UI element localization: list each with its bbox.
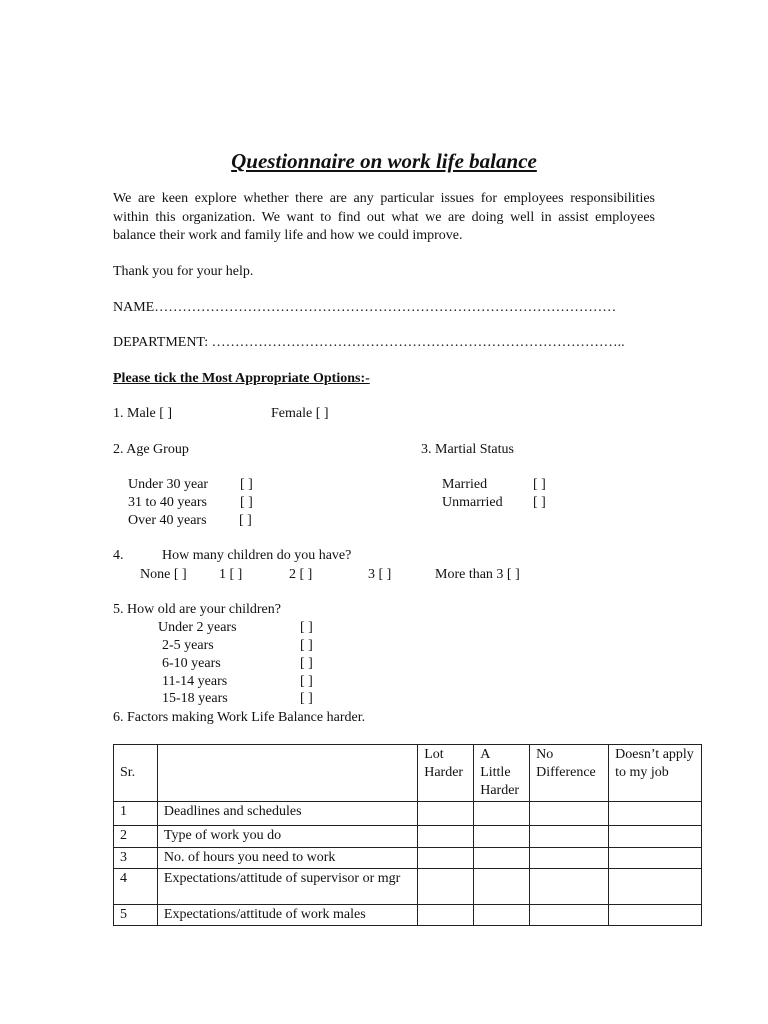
- cell-little-harder[interactable]: [474, 905, 530, 926]
- cell-lot-harder[interactable]: [418, 802, 474, 826]
- name-field[interactable]: NAME………………………………………………………………………………………: [113, 300, 617, 315]
- row-factor: Expectations/attitude of supervisor or mgr: [157, 869, 417, 905]
- cell-little-harder[interactable]: [474, 802, 530, 826]
- row-factor: Type of work you do: [157, 826, 417, 848]
- cell-lot-harder[interactable]: [418, 905, 474, 926]
- age-option-checkbox[interactable]: [ ]: [240, 495, 253, 510]
- children-age-option-checkbox[interactable]: [ ]: [300, 638, 313, 653]
- marital-status-label: 3. Martial Status: [421, 442, 514, 457]
- table-row: [114, 905, 702, 926]
- header-lot-harder: Lot Harder: [418, 745, 474, 802]
- cell-no-difference[interactable]: [530, 848, 609, 869]
- children-question: How many children do you have?: [162, 548, 352, 563]
- children-age-option-checkbox[interactable]: [ ]: [300, 674, 313, 689]
- age-option-checkbox[interactable]: [ ]: [239, 513, 252, 528]
- marital-option-checkbox[interactable]: [ ]: [533, 495, 546, 510]
- factors-question: 6. Factors making Work Life Balance harder.: [113, 710, 366, 725]
- children-age-option-label: 2-5 years: [162, 638, 214, 653]
- row-sr: 1: [114, 802, 158, 826]
- table-row: [114, 869, 702, 905]
- cell-no-difference[interactable]: [530, 869, 609, 905]
- children-option-2[interactable]: 2 [ ]: [289, 567, 313, 582]
- instruction-heading: Please tick the Most Appropriate Options:-: [113, 371, 370, 386]
- children-option-3[interactable]: 3 [ ]: [368, 567, 392, 582]
- row-sr: 3: [114, 848, 158, 869]
- intro-paragraph: We are keen explore whether there are any particular issues for employees responsibilities within this organization. We want to find out what we are doing well in assist employees balance their work and family life and how we could improve.: [113, 191, 655, 243]
- children-age-option-label: 11-14 years: [162, 674, 228, 689]
- thanks-text: Thank you for your help.: [113, 264, 254, 279]
- gender-female-option[interactable]: Female [ ]: [271, 406, 329, 421]
- cell-not-applicable[interactable]: [609, 848, 702, 869]
- cell-lot-harder[interactable]: [418, 826, 474, 848]
- age-option-checkbox[interactable]: [ ]: [240, 477, 253, 492]
- cell-lot-harder[interactable]: [418, 848, 474, 869]
- table-header-row: [114, 745, 702, 802]
- age-group-label: 2. Age Group: [113, 442, 189, 457]
- cell-little-harder[interactable]: [474, 848, 530, 869]
- table-row: [114, 826, 702, 848]
- row-sr: 2: [114, 826, 158, 848]
- children-age-option-label: 15-18 years: [162, 691, 228, 706]
- cell-not-applicable[interactable]: [609, 826, 702, 848]
- children-option-1[interactable]: 1 [ ]: [219, 567, 243, 582]
- table-row: [114, 848, 702, 869]
- cell-little-harder[interactable]: [474, 869, 530, 905]
- header-no-difference: No Difference: [530, 745, 609, 802]
- table-row: [114, 802, 702, 826]
- header-sr: Sr.: [114, 745, 158, 802]
- children-option-more-than-3[interactable]: More than 3 [ ]: [435, 567, 520, 582]
- header-little-harder: A Little Harder: [474, 745, 530, 802]
- marital-option-label: Unmarried: [442, 495, 503, 510]
- children-age-option-label: Under 2 years: [158, 620, 237, 635]
- header-not-applicable: Doesn’t apply to my job: [609, 745, 702, 802]
- gender-male-option[interactable]: 1. Male [ ]: [113, 406, 173, 421]
- row-factor: No. of hours you need to work: [157, 848, 417, 869]
- cell-little-harder[interactable]: [474, 826, 530, 848]
- row-sr: 4: [114, 869, 158, 905]
- cell-not-applicable[interactable]: [609, 802, 702, 826]
- cell-not-applicable[interactable]: [609, 869, 702, 905]
- cell-no-difference[interactable]: [530, 802, 609, 826]
- marital-option-checkbox[interactable]: [ ]: [533, 477, 546, 492]
- page-title: Questionnaire on work life balance: [231, 149, 537, 173]
- factors-table: [113, 744, 702, 926]
- children-age-option-label: 6-10 years: [162, 656, 221, 671]
- cell-not-applicable[interactable]: [609, 905, 702, 926]
- header-factor: [157, 745, 417, 802]
- department-field[interactable]: DEPARTMENT: ……………………………………………………………………………..: [113, 335, 625, 350]
- children-age-option-checkbox[interactable]: [ ]: [300, 620, 313, 635]
- children-age-option-checkbox[interactable]: [ ]: [300, 691, 313, 706]
- row-factor: Expectations/attitude of work males: [157, 905, 417, 926]
- marital-option-label: Married: [442, 477, 488, 492]
- age-option-label: 31 to 40 years: [128, 495, 207, 510]
- children-age-question: 5. How old are your children?: [113, 602, 281, 617]
- cell-lot-harder[interactable]: [418, 869, 474, 905]
- cell-no-difference[interactable]: [530, 905, 609, 926]
- cell-no-difference[interactable]: [530, 826, 609, 848]
- children-question-number: 4.: [113, 548, 124, 563]
- children-option-none[interactable]: None [ ]: [140, 567, 187, 582]
- children-age-option-checkbox[interactable]: [ ]: [300, 656, 313, 671]
- age-option-label: Over 40 years: [128, 513, 207, 528]
- row-sr: 5: [114, 905, 158, 926]
- row-factor: Deadlines and schedules: [157, 802, 417, 826]
- age-option-label: Under 30 year: [128, 477, 209, 492]
